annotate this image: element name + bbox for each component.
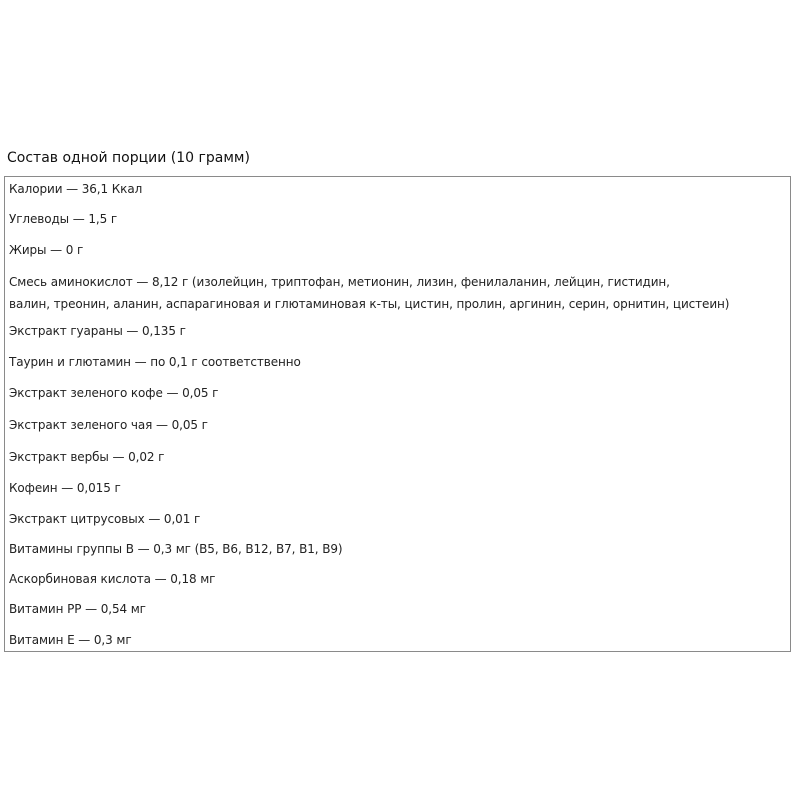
item-guarana-extract: Экстракт гуараны — 0,135 г (9, 324, 186, 338)
item-vitamin-e: Витамин Е — 0,3 мг (9, 633, 132, 647)
item-willow-extract: Экстракт вербы — 0,02 г (9, 450, 165, 464)
item-amino-acids-line1: Смесь аминокислот — 8,12 г (изолейцин, триптофан, метионин, лизин, фенилаланин, лейцин, гистидин, (9, 275, 670, 289)
item-vitamins-b: Витамины группы В — 0,3 мг (В5, В6, В12, В7, В1, В9) (9, 542, 343, 556)
item-green-tea-extract: Экстракт зеленого чая — 0,05 г (9, 418, 208, 432)
item-carbohydrates: Углеводы — 1,5 г (9, 212, 118, 226)
item-caffeine: Кофеин — 0,015 г (9, 481, 121, 495)
item-vitamin-pp: Витамин РР — 0,54 мг (9, 602, 146, 616)
item-calories: Калории — 36,1 Ккал (9, 182, 143, 196)
item-green-coffee-extract: Экстракт зеленого кофе — 0,05 г (9, 386, 219, 400)
composition-table (4, 176, 791, 652)
item-amino-acids (9, 271, 787, 315)
item-ascorbic-acid: Аскорбиновая кислота — 0,18 мг (9, 572, 216, 586)
item-citrus-extract: Экстракт цитрусовых — 0,01 г (9, 512, 201, 526)
item-taurine-glutamine: Таурин и глютамин — по 0,1 г соответственно (9, 355, 301, 369)
item-amino-acids-line2: валин, треонин, аланин, аспарагиновая и глютаминовая к-ты, цистин, пролин, аргинин, серин, орнитин, цистеин) (9, 297, 730, 311)
composition-heading: Состав одной порции (10 грамм) (7, 150, 250, 166)
item-fats: Жиры — 0 г (9, 243, 84, 257)
